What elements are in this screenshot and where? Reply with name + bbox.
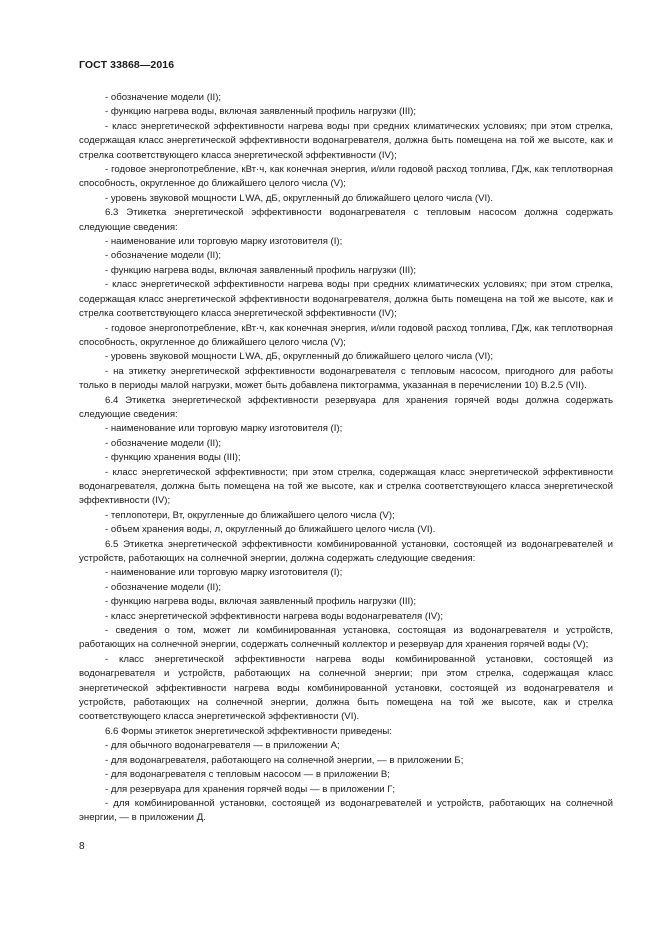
paragraph: - класс энергетической эффективности; при этом стрелка, содержащая класс энергетической эффективности водонагревателя, должна быть помещена на той же высоте, как и стрелка соответствующего класса энергетической эффективности (IV); [79,466,613,507]
paragraph: - объем хранения воды, л, округленный до ближайшего целого числа (VI). [105,524,436,536]
paragraph: - наименование или торговую марку изготовителя (I); [105,423,343,435]
paragraph: 6.4 Этикетка энергетической эффективности резервуара для хранения горячей воды должна содержать следующие сведения: [79,394,613,420]
paragraph: - класс энергетической эффективности нагрева воды водонагревателя (IV); [105,610,444,622]
document-header: ГОСТ 33868—2016 [79,59,175,71]
paragraph: - теплопотери, Вт, округленные до ближайшего целого числа (V); [105,509,395,521]
page-number: 8 [79,841,85,852]
paragraph: - на этикетку энергетической эффективности водонагревателя с тепловым насосом, пригодного для работы только в периоды малой нагрузки, может быть добавлена пиктограмма, указанная в перечислении 10) В.2.5 (VII). [79,365,613,392]
paragraph: - сведения о том, может ли комбинированная установка, состоящая из водонагревателя и устройств, работающих на солнечной энергии, содержать солнечный коллектор и резервуар для хранения горячей воды (V); [79,625,613,651]
paragraph: 6.5 Этикетка энергетической эффективности комбинированной установки, состоящей из водонагревателей и устройств, работающих на солнечной энергии, должна содержать следующие сведения: [79,538,613,564]
document-body [79,91,613,826]
paragraph: 6.3 Этикетка энергетической эффективности водонагревателя с тепловым насосом должна содержать следующие сведения: [79,207,613,233]
paragraph: - функцию нагрева воды, включая заявленный профиль нагрузки (III); [105,596,417,608]
paragraph: - годовое энергопотребление, кВт·ч, как конечная энергия, и/или годовой расход топлива, ГДж, как теплотворная способность, округленное до ближайшего целого числа (V); [79,322,613,348]
paragraph: - функцию хранения воды (III); [105,452,241,464]
paragraph: - класс энергетической эффективности нагрева воды комбинированной установки, состоящей из водонагревателя и устройств, работающих на солнечной энергии; при этом стрелка, содержащая класс энергетической эффективности нагрева воды комбинированной установки, состоящей из водонагревателя и устройств, работающих на солнечной энергии, должна быть помещена на той же высоте, как и стрелка соответствующего класса энергетической эффективности (VI). [79,653,613,723]
paragraph: - обозначение модели (II); [105,92,222,103]
paragraph: - класс энергетической эффективности нагрева воды при средних климатических условиях; при этом стрелка, содержащая класс энергетической эффективности водонагревателя, должна быть помещена на той же высоте, как и стрелка соответствующего класса энергетической эффективности (IV); [79,120,613,161]
paragraph: - для водонагревателя, работающего на солнечной энергии, — в приложении Б; [105,754,464,766]
paragraph: - обозначение модели (II); [105,581,222,593]
paragraph: - функцию нагрева воды, включая заявленный профиль нагрузки (III); [105,106,417,118]
paragraph: - для обычного водонагревателя — в приложении А; [105,740,340,752]
paragraph: - класс энергетической эффективности нагрева воды при средних климатических условиях; при этом стрелка, содержащая класс энергетической эффективности водонагревателя, должна быть помещена на той же высоте, как и стрелка соответствующего класса энергетической эффективности (IV); [79,279,613,320]
paragraph: - наименование или торговую марку изготовителя (I); [105,236,343,248]
paragraph: - годовое энергопотребление, кВт·ч, как конечная энергия, и/или годовой расход топлива, ГДж, как теплотворная способность, округленное до ближайшего целого числа (V); [79,164,613,190]
paragraph: - для резервуара для хранения горячей воды — в приложении Г; [105,783,396,795]
paragraph: - уровень звуковой мощности L WA, дБ, округленный до ближайшего целого числа (VI). [105,192,493,204]
paragraph: - для водонагревателя с тепловым насосом — в приложении В; [105,769,390,781]
paragraph: - для комбинированной установки, состоящей из водонагревателей и устройств, работающих на солнечной энергии, — в приложении Д. [79,797,613,824]
paragraph: 6.6 Формы этикеток энергетической эффективности приведены: [105,725,392,737]
paragraph: - функцию нагрева воды, включая заявленный профиль нагрузки (III); [105,264,417,276]
paragraph: - уровень звуковой мощности L WA, дБ, округленный до ближайшего целого числа (VI); [105,351,493,363]
paragraph: - обозначение модели (II); [105,437,222,449]
paragraph: - наименование или торговую марку изготовителя (I); [105,567,343,579]
paragraph: - обозначение модели (II); [105,250,222,262]
